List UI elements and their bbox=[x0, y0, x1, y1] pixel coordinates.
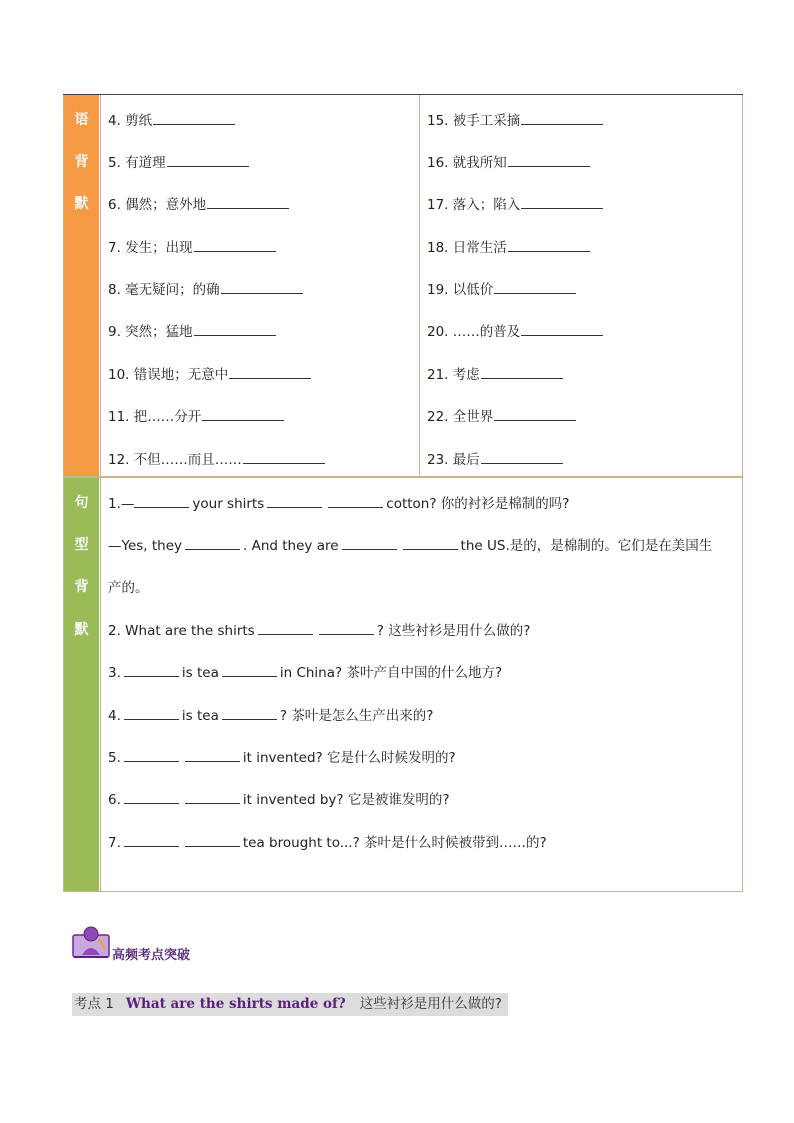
answer-blank[interactable] bbox=[494, 281, 576, 294]
answer-blank[interactable] bbox=[521, 196, 603, 209]
answer-blank[interactable] bbox=[185, 834, 240, 847]
sentence-line bbox=[108, 661, 502, 681]
answer-blank[interactable] bbox=[342, 537, 397, 550]
teacher-board-icon bbox=[72, 925, 110, 959]
answer-blank[interactable] bbox=[319, 622, 374, 635]
answer-blank[interactable] bbox=[481, 451, 563, 464]
sentence-text: your shirts bbox=[192, 496, 265, 512]
vocab-text: 19. 以低价 bbox=[427, 282, 494, 298]
vocab-item bbox=[427, 236, 590, 256]
sentence-text: tea brought to...? 茶叶是什么时候被带到……的? bbox=[242, 835, 547, 851]
vocab-text: 12. 不但……而且…… bbox=[108, 452, 242, 468]
vocab-text: 20. ……的普及 bbox=[427, 324, 521, 340]
vocab-item bbox=[427, 109, 603, 129]
answer-blank[interactable] bbox=[124, 664, 179, 677]
vocab-item bbox=[427, 405, 576, 425]
kaodian-chinese: 这些衬衫是用什么做的? bbox=[359, 996, 502, 1012]
answer-blank[interactable] bbox=[124, 749, 179, 762]
vocab-text: 16. 就我所知 bbox=[427, 155, 507, 171]
answer-blank[interactable] bbox=[124, 791, 179, 804]
side-char: 型 bbox=[74, 537, 89, 553]
sentence-line bbox=[108, 534, 712, 554]
answer-blank[interactable] bbox=[221, 281, 303, 294]
answer-blank[interactable] bbox=[521, 112, 603, 125]
sentence-line bbox=[108, 746, 456, 766]
vocab-text: 11. 把……分开 bbox=[108, 409, 202, 425]
sentence-text: 1.— bbox=[108, 496, 135, 512]
sentence-text: cotton? 你的衬衫是棉制的吗? bbox=[386, 496, 570, 512]
sentence-line bbox=[108, 788, 450, 808]
answer-blank[interactable] bbox=[328, 495, 383, 508]
sentence-text: 7. bbox=[108, 835, 121, 851]
vocab-item bbox=[108, 151, 249, 171]
vocab-text: 9. 突然；猛地 bbox=[108, 324, 193, 340]
vocab-item bbox=[108, 109, 235, 129]
sentence-text: 6. bbox=[108, 792, 121, 808]
sentence-text: is tea bbox=[181, 665, 219, 681]
vocabulary-section bbox=[63, 95, 743, 477]
answer-blank[interactable] bbox=[222, 664, 277, 677]
sentence-line bbox=[108, 576, 149, 596]
answer-blank[interactable] bbox=[521, 323, 603, 336]
answer-blank[interactable] bbox=[267, 495, 322, 508]
sentence-text: 4. bbox=[108, 708, 121, 724]
vocab-item bbox=[108, 448, 325, 468]
sentence-text: ? 茶叶是怎么生产出来的? bbox=[279, 708, 434, 724]
sentence-line bbox=[108, 492, 569, 512]
vocab-item bbox=[427, 448, 563, 468]
answer-blank[interactable] bbox=[508, 154, 590, 167]
vocabulary-left-column bbox=[100, 95, 420, 476]
side-char: 语 bbox=[74, 112, 89, 128]
sentence-text: is tea bbox=[181, 708, 219, 724]
vocab-text: 18. 日常生活 bbox=[427, 240, 507, 256]
kaodian-number: 考点 1 bbox=[74, 996, 114, 1012]
sentence-text: ? 这些衬衫是用什么做的? bbox=[376, 623, 531, 639]
sentence-text: it invented by? 它是被谁发明的? bbox=[242, 792, 450, 808]
answer-blank[interactable] bbox=[258, 622, 313, 635]
vocab-text: 15. 被手工采摘 bbox=[427, 113, 521, 129]
answer-blank[interactable] bbox=[194, 323, 276, 336]
vocab-text: 4. 剪纸 bbox=[108, 113, 153, 129]
answer-blank[interactable] bbox=[153, 112, 235, 125]
side-char: 背 bbox=[74, 579, 89, 595]
sentence-side-label bbox=[64, 478, 99, 891]
vocab-text: 10. 错误地；无意中 bbox=[108, 367, 229, 383]
sentence-text: 2. What are the shirts bbox=[108, 623, 255, 639]
vocab-text: 17. 落入；陷入 bbox=[427, 197, 521, 213]
answer-blank[interactable] bbox=[194, 239, 276, 252]
side-char: 默 bbox=[74, 622, 89, 638]
answer-blank[interactable] bbox=[403, 537, 458, 550]
vocab-item bbox=[427, 151, 590, 171]
vocabulary-side-label bbox=[64, 95, 99, 476]
vocab-text: 21. 考虑 bbox=[427, 367, 480, 383]
answer-blank[interactable] bbox=[167, 154, 249, 167]
vocab-item bbox=[427, 193, 603, 213]
side-char: 句 bbox=[74, 495, 89, 511]
vocab-text: 5. 有道理 bbox=[108, 155, 166, 171]
vocab-item bbox=[427, 320, 603, 340]
answer-blank[interactable] bbox=[494, 408, 576, 421]
sentence-line bbox=[108, 831, 547, 851]
vocab-item bbox=[108, 363, 311, 383]
sentence-line bbox=[108, 619, 530, 639]
answer-blank[interactable] bbox=[508, 239, 590, 252]
kaodian-bar bbox=[72, 993, 508, 1016]
vocab-item bbox=[108, 320, 276, 340]
sentence-text: in China? 茶叶产自中国的什么地方? bbox=[279, 665, 503, 681]
sentence-text: it invented? 它是什么时候发明的? bbox=[242, 750, 456, 766]
vocab-item bbox=[427, 278, 576, 298]
vocab-text: 23. 最后 bbox=[427, 452, 480, 468]
vocab-text: 8. 毫无疑问；的确 bbox=[108, 282, 220, 298]
answer-blank[interactable] bbox=[185, 749, 240, 762]
section-heading: 高频考点突破 bbox=[112, 948, 191, 963]
answer-blank[interactable] bbox=[134, 495, 189, 508]
answer-blank[interactable] bbox=[124, 707, 179, 720]
sentence-text: 3. bbox=[108, 665, 121, 681]
vocab-item bbox=[108, 236, 276, 256]
vocab-item bbox=[427, 363, 563, 383]
vocabulary-right-column bbox=[419, 95, 743, 476]
sentence-body bbox=[100, 478, 743, 891]
answer-blank[interactable] bbox=[243, 451, 325, 464]
answer-blank[interactable] bbox=[481, 366, 563, 379]
vocab-text: 6. 偶然；意外地 bbox=[108, 197, 207, 213]
sentence-text: . And they are bbox=[243, 538, 339, 554]
sentence-text: the US.是的，是棉制的。它们是在美国生 bbox=[460, 538, 713, 554]
vocab-item bbox=[108, 405, 284, 425]
sentence-text: 5. bbox=[108, 750, 121, 766]
sentence-text: 产的。 bbox=[108, 580, 149, 596]
answer-blank[interactable] bbox=[229, 366, 311, 379]
answer-blank[interactable] bbox=[185, 791, 240, 804]
answer-blank[interactable] bbox=[124, 834, 179, 847]
answer-blank[interactable] bbox=[185, 537, 240, 550]
answer-blank[interactable] bbox=[222, 707, 277, 720]
vocab-text: 7. 发生；出现 bbox=[108, 240, 193, 256]
side-char: 背 bbox=[74, 154, 89, 170]
sentence-line bbox=[108, 704, 433, 724]
sentence-section bbox=[63, 477, 743, 892]
side-char: 默 bbox=[74, 196, 89, 212]
vocab-item bbox=[108, 193, 289, 213]
sentence-text: —Yes, they bbox=[108, 538, 183, 554]
answer-blank[interactable] bbox=[207, 196, 289, 209]
vocab-text: 22. 全世界 bbox=[427, 409, 494, 425]
vocab-item bbox=[108, 278, 303, 298]
kaodian-english: What are the shirts made of? bbox=[125, 996, 346, 1012]
answer-blank[interactable] bbox=[202, 408, 284, 421]
